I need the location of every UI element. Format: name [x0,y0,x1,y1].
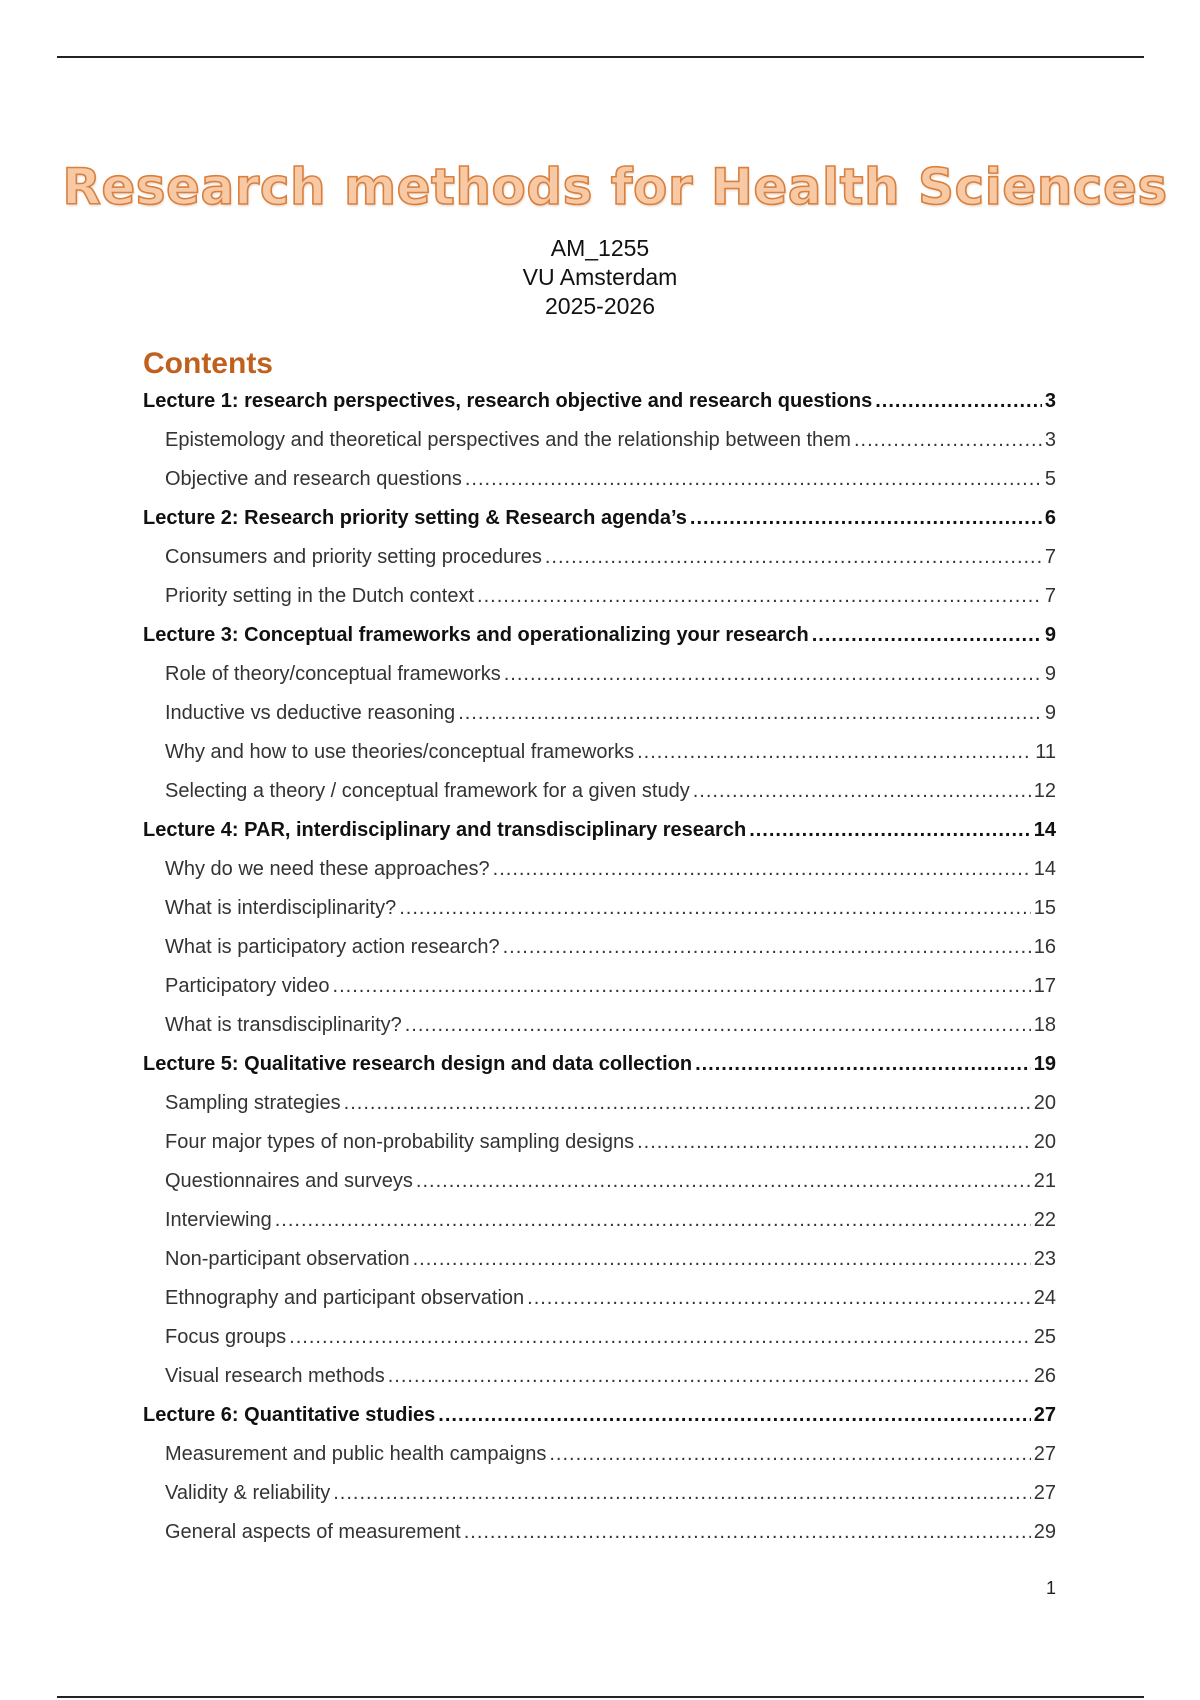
toc-leader-dots [545,538,1042,577]
toc-lecture-entry[interactable] [143,811,1056,850]
toc-leader-dots [854,421,1042,460]
toc-lecture-entry[interactable] [143,1396,1056,1435]
toc-entry-text: Lecture 2: Research priority setting & Research agenda’s [143,507,687,529]
toc-entry-text: Why do we need these approaches? [165,858,490,880]
toc-entry-text: Lecture 4: PAR, interdisciplinary and transdisciplinary research [143,819,747,841]
toc-lecture-entry[interactable] [143,382,1056,421]
toc-page-number: 6 [1044,507,1056,529]
toc-entry-text: Objective and research questions [165,468,462,490]
toc-leader-dots [438,1396,1030,1435]
toc-entry-text: Participatory video [165,975,330,997]
toc-leader-dots [333,1474,1031,1513]
toc-section-entry[interactable] [143,694,1056,733]
toc-leader-dots [413,1240,1031,1279]
toc-entry-text: Ethnography and participant observation [165,1287,525,1309]
toc-leader-dots [333,967,1031,1006]
toc-leader-dots [344,1084,1031,1123]
toc-section-entry[interactable] [143,1474,1056,1513]
toc-entry-text: Inductive vs deductive reasoning [165,702,456,724]
toc-page-number: 9 [1044,624,1056,646]
header-rule [57,56,1144,58]
toc-leader-dots [503,928,1031,967]
toc-page-number: 7 [1044,585,1056,607]
toc-entry-text: Sampling strategies [165,1092,341,1114]
toc-leader-dots [416,1162,1031,1201]
toc-leader-dots [690,499,1042,538]
toc-page-number: 14 [1033,858,1056,880]
toc-entry-text: Focus groups [165,1326,287,1348]
toc-page-number: 27 [1033,1443,1056,1465]
toc-section-entry[interactable] [143,1084,1056,1123]
toc-page-number: 5 [1044,468,1056,490]
toc-section-entry[interactable] [143,1357,1056,1396]
toc-page-number: 12 [1033,780,1056,802]
toc-lecture-entry[interactable] [143,616,1056,655]
toc-entry-text: Why and how to use theories/conceptual frameworks [165,741,635,763]
toc-page-number: 20 [1033,1092,1056,1114]
toc-section-entry[interactable] [143,889,1056,928]
toc-leader-dots [289,1318,1031,1357]
toc-page-number: 7 [1044,546,1056,568]
toc-page-number: 16 [1033,936,1056,958]
toc-leader-dots [749,811,1031,850]
toc-section-entry[interactable] [143,577,1056,616]
toc-page-number: 23 [1033,1248,1056,1270]
toc-entry-text: Validity & reliability [165,1482,331,1504]
toc-page-number: 14 [1033,819,1056,841]
toc-entry-text: Epistemology and theoretical perspectives and the relationship between them [165,429,851,451]
toc-leader-dots [549,1435,1030,1474]
toc-section-entry[interactable] [143,421,1056,460]
toc-page-number: 9 [1044,702,1056,724]
academic-year: 2025-2026 [545,293,655,319]
toc-lecture-entry[interactable] [143,499,1056,538]
toc-leader-dots [812,616,1042,655]
toc-leader-dots [399,889,1031,928]
toc-section-entry[interactable] [143,1279,1056,1318]
toc-entry-text: Priority setting in the Dutch context [165,585,475,607]
toc-leader-dots [464,1513,1031,1552]
toc-leader-dots [637,1123,1031,1162]
footer-rule [57,1696,1144,1698]
toc-section-entry[interactable] [143,1123,1056,1162]
toc-leader-dots [275,1201,1031,1240]
toc-section-entry[interactable] [143,733,1056,772]
contents-heading: Contents [143,347,273,380]
toc-leader-dots [637,733,1032,772]
toc-leader-dots [405,1006,1031,1045]
toc-entry-text: Four major types of non-probability sampling designs [165,1131,635,1153]
toc-leader-dots [695,1045,1031,1084]
table-of-contents [143,382,1056,1552]
toc-entry-text: Role of theory/conceptual frameworks [165,663,501,685]
toc-section-entry[interactable] [143,1435,1056,1474]
toc-page-number: 3 [1044,429,1056,451]
page-number: 1 [1045,1578,1056,1598]
toc-entry-text: Lecture 3: Conceptual frameworks and operationalizing your research [143,624,809,646]
toc-section-entry[interactable] [143,928,1056,967]
toc-entry-text: Selecting a theory / conceptual framework for a given study [165,780,690,802]
toc-section-entry[interactable] [143,1513,1056,1552]
toc-section-entry[interactable] [143,655,1056,694]
toc-leader-dots [493,850,1031,889]
toc-lecture-entry[interactable] [143,1045,1056,1084]
toc-entry-text: Interviewing [165,1209,272,1231]
toc-section-entry[interactable] [143,772,1056,811]
toc-entry-text: What is interdisciplinarity? [165,897,397,919]
toc-page-number: 3 [1044,390,1056,412]
toc-entry-text: Visual research methods [165,1365,385,1387]
toc-leader-dots [388,1357,1031,1396]
toc-page-number: 22 [1033,1209,1056,1231]
toc-leader-dots [693,772,1031,811]
toc-section-entry[interactable] [143,460,1056,499]
toc-entry-text: Questionnaires and surveys [165,1170,413,1192]
course-code: AM_1255 [550,235,650,261]
toc-entry-text: Consumers and priority setting procedures [165,546,542,568]
toc-page-number: 21 [1033,1170,1056,1192]
toc-page-number: 11 [1035,741,1056,763]
toc-page-number: 18 [1033,1014,1056,1036]
toc-section-entry[interactable] [143,1006,1056,1045]
toc-page-number: 25 [1033,1326,1056,1348]
toc-section-entry[interactable] [143,1240,1056,1279]
toc-page-number: 27 [1033,1404,1056,1426]
document-title: Research methods for Health Sciences [62,158,1168,216]
toc-entry-text: Lecture 1: research perspectives, research objective and research questions [143,390,873,412]
toc-entry-text: Measurement and public health campaigns [165,1443,547,1465]
toc-entry-text: What is participatory action research? [165,936,500,958]
toc-leader-dots [458,694,1042,733]
toc-page-number: 24 [1033,1287,1056,1309]
toc-section-entry[interactable] [143,850,1056,889]
toc-page-number: 17 [1033,975,1056,997]
toc-page-number: 20 [1033,1131,1056,1153]
toc-page-number: 29 [1033,1521,1056,1543]
toc-page-number: 19 [1033,1053,1056,1075]
toc-leader-dots [504,655,1042,694]
institution: VU Amsterdam [522,264,678,290]
toc-section-entry[interactable] [143,1201,1056,1240]
toc-page-number: 9 [1044,663,1056,685]
toc-entry-text: Lecture 5: Qualitative research design and data collection [143,1053,693,1075]
toc-entry-text: General aspects of measurement [165,1521,461,1543]
toc-leader-dots [477,577,1042,616]
toc-page-number: 26 [1033,1365,1056,1387]
toc-leader-dots [465,460,1042,499]
toc-leader-dots [875,382,1042,421]
toc-section-entry[interactable] [143,538,1056,577]
document-meta [0,234,1200,321]
toc-page-number: 27 [1033,1482,1056,1504]
toc-section-entry[interactable] [143,1318,1056,1357]
toc-section-entry[interactable] [143,967,1056,1006]
toc-section-entry[interactable] [143,1162,1056,1201]
toc-leader-dots [527,1279,1031,1318]
toc-entry-text: Lecture 6: Quantitative studies [143,1404,436,1426]
toc-entry-text: What is transdisciplinarity? [165,1014,402,1036]
toc-page-number: 15 [1033,897,1056,919]
toc-entry-text: Non-participant observation [165,1248,410,1270]
